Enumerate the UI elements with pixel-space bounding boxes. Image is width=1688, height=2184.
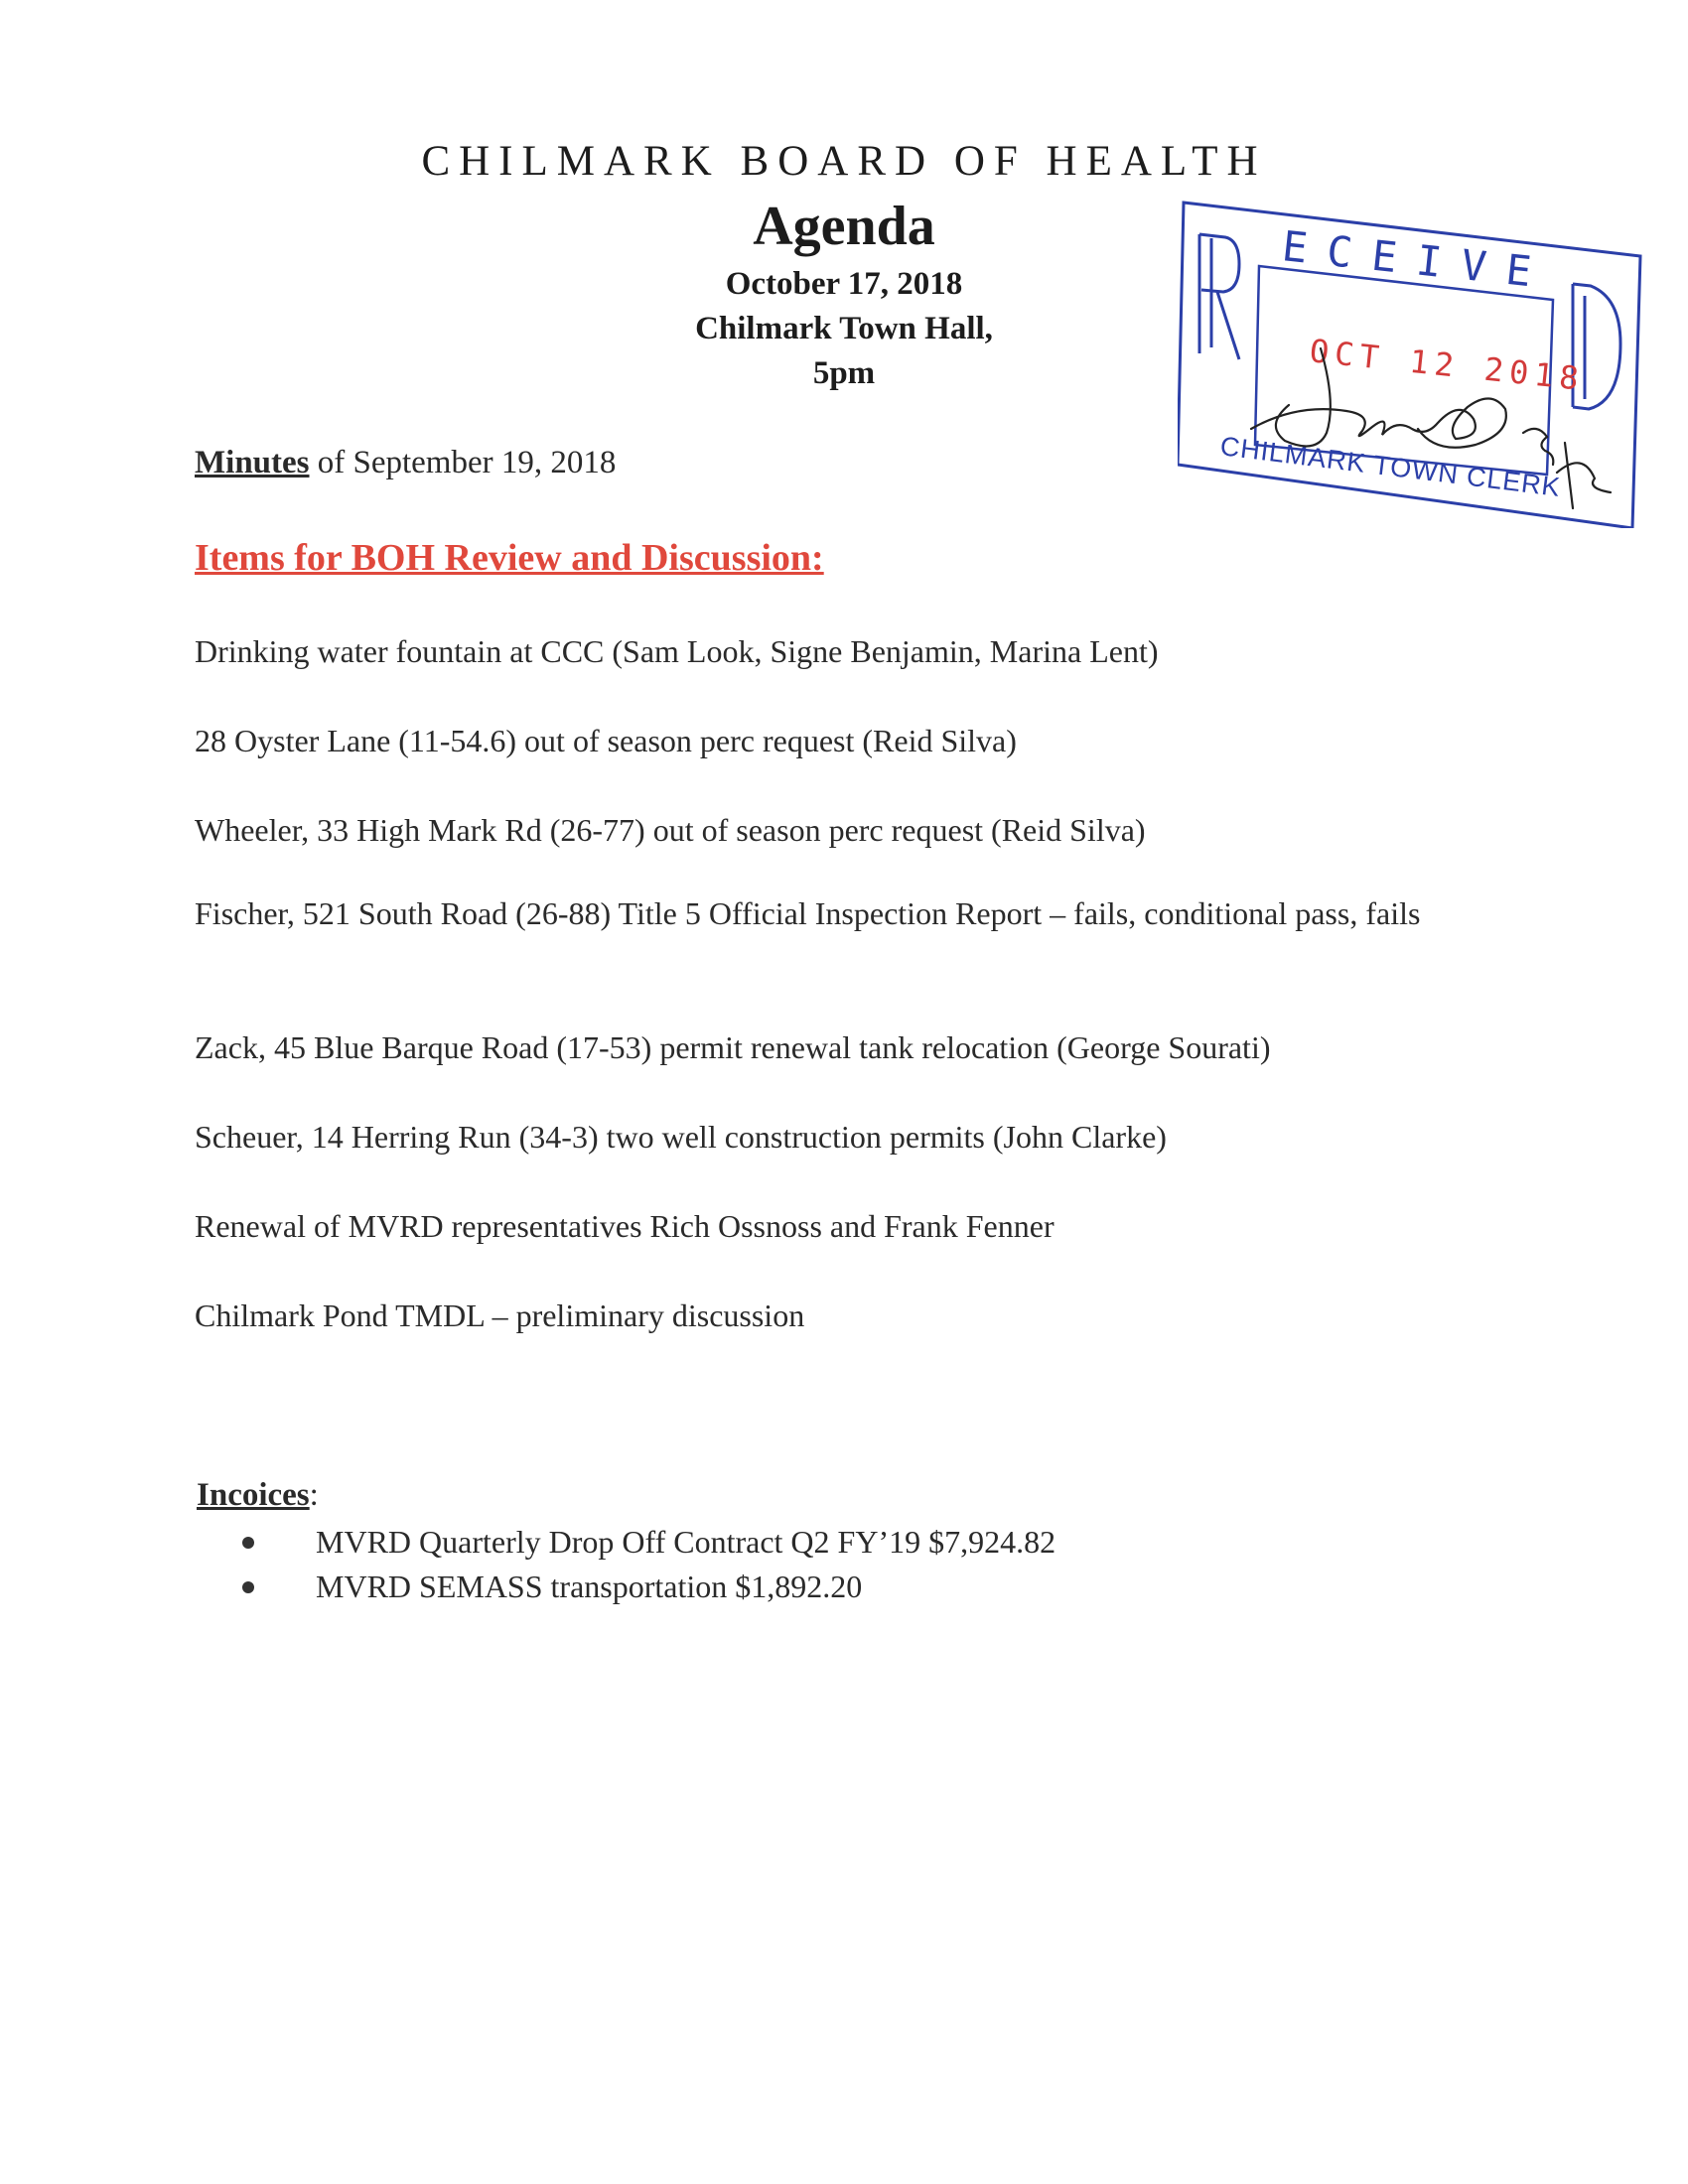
review-section-heading: Items for BOH Review and Discussion: [195, 537, 824, 579]
bullet-icon [242, 1581, 254, 1593]
stamp-letter-r [1199, 234, 1239, 359]
minutes-text: of September 19, 2018 [309, 445, 617, 480]
bullet-icon [242, 1537, 254, 1549]
meeting-date: October 17, 2018 [725, 266, 963, 302]
agenda-item: Chilmark Pond TMDL – preliminary discussion [195, 1297, 805, 1333]
meeting-place: Chilmark Town Hall, [695, 311, 993, 346]
minutes-label: Minutes [195, 445, 310, 480]
agenda-item: Fischer, 521 South Road (26-88) Title 5 Official Inspection Report – fails, conditional pass, fails [195, 895, 1421, 931]
invoice-text: MVRD Quarterly Drop Off Contract Q2 FY’19 $7,924.82 [316, 1524, 1056, 1560]
invoice-item [242, 1569, 862, 1605]
agenda-item: Wheeler, 33 High Mark Rd (26-77) out of season perc request (Reid Silva) [195, 812, 1146, 848]
stamp-date: OCT 12 2018 [1308, 332, 1587, 399]
meeting-time: 5pm [812, 355, 876, 391]
received-stamp [1178, 195, 1644, 528]
minutes-line [195, 445, 616, 481]
invoice-item [242, 1524, 1055, 1561]
agenda-item: Drinking water fountain at CCC (Sam Look, Signe Benjamin, Marina Lent) [195, 633, 1159, 669]
invoice-text: MVRD SEMASS transportation $1,892.20 [316, 1569, 863, 1604]
stamp-office: CHILMARK TOWN CLERK [1218, 431, 1563, 503]
invoices-heading [197, 1477, 319, 1514]
agenda-item: Scheuer, 14 Herring Run (34-3) two well construction permits (John Clarke) [195, 1119, 1167, 1155]
organization-title: CHILMARK BOARD OF HEALTH [421, 138, 1267, 185]
invoices-colon: : [309, 1477, 319, 1513]
agenda-item: 28 Oyster Lane (11-54.6) out of season perc request (Reid Silva) [195, 723, 1017, 758]
agenda-item: Zack, 45 Blue Barque Road (17-53) permit renewal tank relocation (George Sourati) [195, 1029, 1271, 1065]
agenda-item: Renewal of MVRD representatives Rich Ossnoss and Frank Fenner [195, 1208, 1055, 1244]
page-title: Agenda [753, 196, 935, 257]
stamp-top-text: ECEIVE [1279, 221, 1554, 299]
invoices-label: Incoices [197, 1477, 310, 1513]
